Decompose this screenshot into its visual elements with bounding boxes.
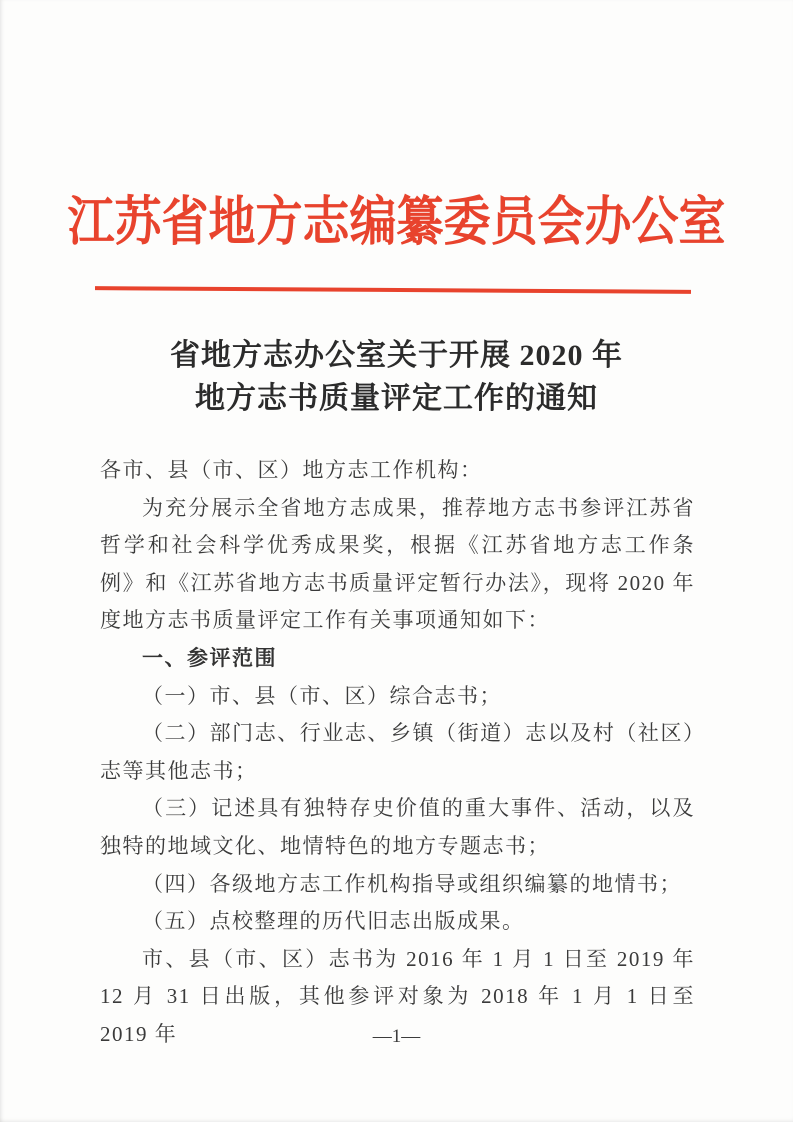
body-paragraph: （四）各级地方志工作机构指导或组织编纂的地情书； <box>142 871 682 896</box>
body-paragraph: 各市、县（市、区）地方志工作机构： <box>100 458 483 482</box>
body-paragraph: 为充分展示全省地方志成果，推荐地方志书参评江苏省哲学和社会科学优秀成果奖，根据《江苏省地方志工作条例》和《江苏省地方志书质量评定暂行办法》，现将 2020 年度地方志书质量评定工作有关事项通知如下： <box>100 495 695 633</box>
document-title-line2: 地方志书质量评定工作的通知 <box>195 382 598 415</box>
page-number: —1— <box>372 1026 421 1047</box>
body-paragraph: 市、县（市、区）志书为 2016 年 1 月 1 日至 2019 年 12 月 31 日出版，其他参评对象为 2018 年 1 月 1 日至 2019 年 <box>100 946 695 1046</box>
document-title-line1: 省地方志办公室关于开展 2020 年 <box>170 339 623 372</box>
body-paragraph: （二）部门志、行业志、乡镇（街道）志以及村（社区）志等其他志书； <box>100 721 695 783</box>
body-paragraph: （三）记述具有独特存史价值的重大事件、活动，以及独特的地域文化、地情特色的地方专题志书； <box>100 796 695 858</box>
document-body <box>100 452 695 1054</box>
letterhead-org-name: 江苏省地方志编纂委员会办公室 <box>67 193 726 252</box>
section-heading: 一、参评范围 <box>142 646 277 670</box>
body-paragraph: （一）市、县（市、区）综合志书； <box>142 683 502 708</box>
body-paragraph: （五）点校整理的历代旧志出版成果。 <box>142 909 525 934</box>
letterhead-divider-rule <box>95 286 691 294</box>
document-title <box>0 334 793 420</box>
